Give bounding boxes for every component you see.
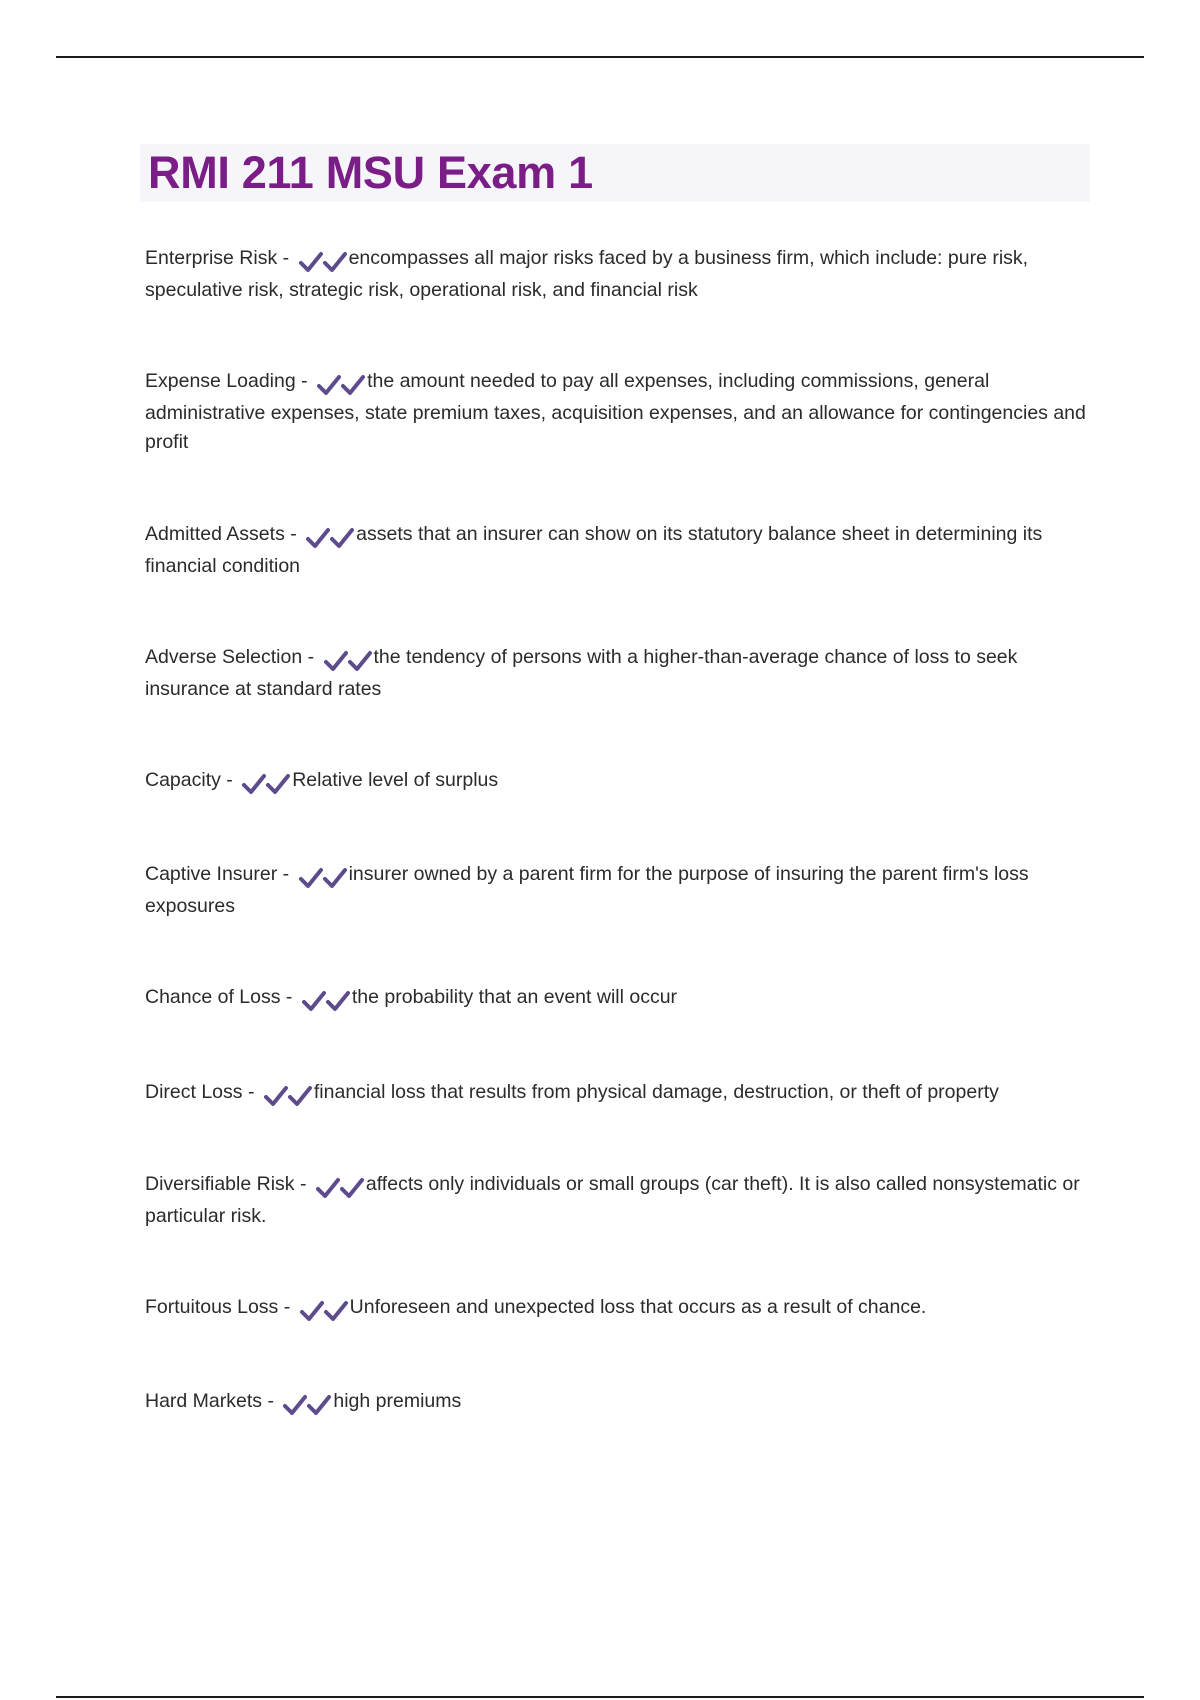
check-mark-icon [306,527,330,549]
double-check-icon [300,1296,348,1325]
top-divider [56,56,1144,58]
check-mark-icon [242,773,266,795]
check-mark-icon [323,251,347,273]
double-check-icon [299,247,347,276]
double-check-icon [242,769,290,798]
check-mark-icon [317,374,341,396]
list-item: Hard Markets - high premiums [145,1387,1093,1419]
list-item: Adverse Selection - the tendency of persons with a higher-than-average chance of loss to seek insurance at standard rates [145,646,1018,700]
list-item: Admitted Assets - assets that an insurer can show on its statutory balance sheet in determining its financial condition [145,523,1043,577]
term: Capacity [145,769,221,791]
list-item: Direct Loss - financial loss that results from physical damage, destruction, or theft of property [145,1078,1093,1110]
page-title: RMI 211 MSU Exam 1 [148,147,593,198]
check-mark-icon [341,374,365,396]
double-check-icon [283,1390,331,1419]
check-mark-icon [324,1300,348,1322]
double-check-icon [299,863,347,892]
check-mark-icon [264,1085,288,1107]
term: Adverse Selection [145,646,303,668]
check-mark-icon [288,1085,312,1107]
double-check-icon [302,986,350,1015]
list-item: Chance of Loss - the probability that an event will occur [145,983,1093,1015]
list-item: Expense Loading - the amount needed to pay all expenses, including commissions, general administrative expenses, state premium taxes, acquisition expenses, and an allowance for contingencies and profit [145,370,1086,453]
definition: high premiums [333,1390,462,1412]
double-check-icon [317,370,365,399]
check-mark-icon [307,1394,331,1416]
check-mark-icon [302,990,326,1012]
double-check-icon [324,646,372,675]
term: Hard Markets [145,1390,263,1412]
check-mark-icon [324,650,348,672]
definition: the probability that an event will occur [351,986,678,1008]
definition: assets that an insurer can show on its statutory balance sheet in determining its financial condition [145,523,1043,577]
check-mark-icon [326,990,350,1012]
list-item: Fortuitous Loss - Unforeseen and unexpected loss that occurs as a result of chance. [145,1293,1093,1325]
check-mark-icon [316,1177,340,1199]
term: Chance of Loss [145,986,281,1008]
definition: encompasses all major risks faced by a business firm, which include: pure risk, speculative risk, strategic risk, operational risk, and financial risk [145,247,1029,301]
definition: the amount needed to pay all expenses, including commissions, general administrative expenses, state premium taxes, acquisition expenses, and an allowance for contingencies and profit [145,370,1086,453]
title-banner [140,144,1090,202]
list-item: Diversifiable Risk - affects only individuals or small groups (car theft). It is also called nonsystematic or particular risk. [145,1173,1080,1227]
definition: financial loss that results from physical damage, destruction, or theft of property [313,1081,999,1103]
check-mark-icon [266,773,290,795]
check-mark-icon [323,867,347,889]
term: Enterprise Risk [145,247,278,269]
definition: Relative level of surplus [292,769,499,791]
definition: Unforeseen and unexpected loss that occurs as a result of chance. [349,1296,927,1318]
list-item: Capacity - Relative level of surplus [145,766,1093,798]
definition: the tendency of persons with a higher-than-average chance of loss to seek insurance at standard rates [145,646,1018,700]
check-mark-icon [300,1300,324,1322]
check-mark-icon [299,867,323,889]
check-mark-icon [330,527,354,549]
list-item: Captive Insurer - insurer owned by a parent firm for the purpose of insuring the parent firm's loss exposures [145,863,1029,917]
term: Expense Loading [145,370,296,392]
check-mark-icon [348,650,372,672]
check-mark-icon [283,1394,307,1416]
list-item: Enterprise Risk - encompasses all major risks faced by a business firm, which include: pure risk, speculative risk, strategic risk, operational risk, and financial risk [145,247,1029,301]
term: Direct Loss [145,1081,243,1103]
term: Admitted Assets [145,523,285,545]
double-check-icon [306,523,354,552]
term: Captive Insurer [145,863,278,885]
bottom-divider [56,1696,1144,1698]
definition: insurer owned by a parent firm for the purpose of insuring the parent firm's loss exposures [145,863,1029,917]
double-check-icon [316,1173,364,1202]
term: Fortuitous Loss [145,1296,279,1318]
double-check-icon [264,1081,312,1110]
definition: affects only individuals or small groups (car theft). It is also called nonsystematic or particular risk. [145,1173,1080,1227]
term: Diversifiable Risk [145,1173,295,1195]
check-mark-icon [340,1177,364,1199]
check-mark-icon [299,251,323,273]
